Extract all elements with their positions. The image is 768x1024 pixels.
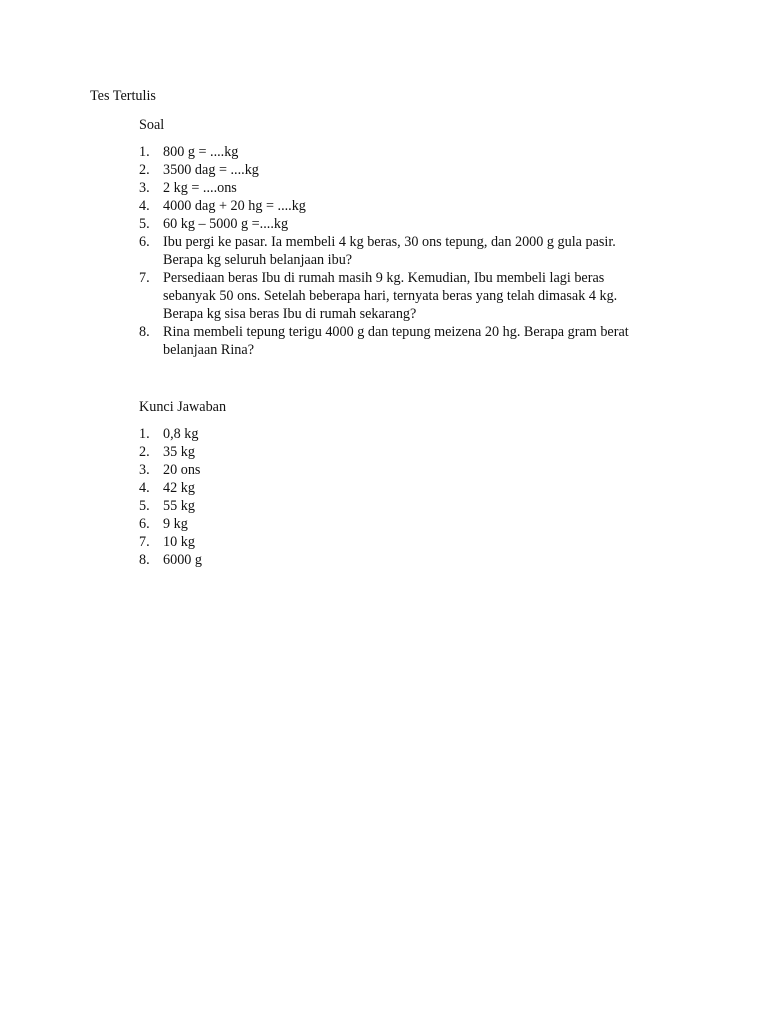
kunci-item-number: 8. <box>139 552 150 568</box>
kunci-item <box>139 533 699 551</box>
kunci-item <box>139 479 699 497</box>
kunci-item <box>139 497 699 515</box>
soal-list <box>139 143 699 359</box>
soal-item-text: Rina membeli tepung terigu 4000 g dan tepung meizena 20 hg. Berapa gram berat belanjaan Rina? <box>163 324 629 358</box>
soal-item-text: 2 kg = ....ons <box>163 180 237 196</box>
soal-item <box>139 269 699 323</box>
kunci-item-number: 1. <box>139 426 150 442</box>
soal-item-text: Ibu pergi ke pasar. Ia membeli 4 kg beras, 30 ons tepung, dan 2000 g gula pasir. Berapa kg seluruh belanjaan ibu? <box>163 234 616 268</box>
soal-heading: Soal <box>139 117 165 133</box>
kunci-item-text: 10 kg <box>163 534 195 550</box>
kunci-item <box>139 461 699 479</box>
soal-item-text: 4000 dag + 20 hg = ....kg <box>163 198 306 214</box>
soal-item <box>139 197 699 215</box>
document-title: Tes Tertulis <box>90 88 156 104</box>
soal-item <box>139 143 699 161</box>
soal-item-number: 8. <box>139 324 150 340</box>
soal-item <box>139 323 699 359</box>
kunci-item-text: 35 kg <box>163 444 195 460</box>
soal-item-number: 4. <box>139 198 150 214</box>
soal-item <box>139 233 699 269</box>
soal-item-text: 60 kg – 5000 g =....kg <box>163 216 289 232</box>
kunci-item <box>139 443 699 461</box>
kunci-item-number: 2. <box>139 444 150 460</box>
kunci-item-number: 6. <box>139 516 150 532</box>
soal-item-text: 3500 dag = ....kg <box>163 162 259 178</box>
soal-item-text: 800 g = ....kg <box>163 144 239 160</box>
kunci-item <box>139 515 699 533</box>
kunci-item-number: 7. <box>139 534 150 550</box>
soal-item <box>139 179 699 197</box>
kunci-item <box>139 551 699 569</box>
kunci-item-text: 42 kg <box>163 480 195 496</box>
soal-item-number: 3. <box>139 180 150 196</box>
kunci-item-text: 6000 g <box>163 552 203 568</box>
kunci-item-number: 5. <box>139 498 150 514</box>
kunci-item-text: 0,8 kg <box>163 426 199 442</box>
soal-item-number: 7. <box>139 270 150 286</box>
kunci-item-text: 9 kg <box>163 516 188 532</box>
kunci-item <box>139 425 699 443</box>
kunci-item-text: 55 kg <box>163 498 195 514</box>
soal-item-number: 5. <box>139 216 150 232</box>
soal-item <box>139 215 699 233</box>
kunci-jawaban-list <box>139 425 699 569</box>
kunci-item-number: 3. <box>139 462 150 478</box>
kunci-item-text: 20 ons <box>163 462 201 478</box>
kunci-jawaban-heading: Kunci Jawaban <box>139 399 227 415</box>
soal-item <box>139 161 699 179</box>
kunci-item-number: 4. <box>139 480 150 496</box>
soal-item-text: Persediaan beras Ibu di rumah masih 9 kg. Kemudian, Ibu membeli lagi beras sebanyak 50 ons. Setelah beberapa hari, ternyata beras yang telah dimasak 4 kg. Berapa kg sisa beras Ibu di rumah sekarang? <box>163 270 618 322</box>
soal-item-number: 2. <box>139 162 150 178</box>
soal-item-number: 1. <box>139 144 150 160</box>
soal-item-number: 6. <box>139 234 150 250</box>
